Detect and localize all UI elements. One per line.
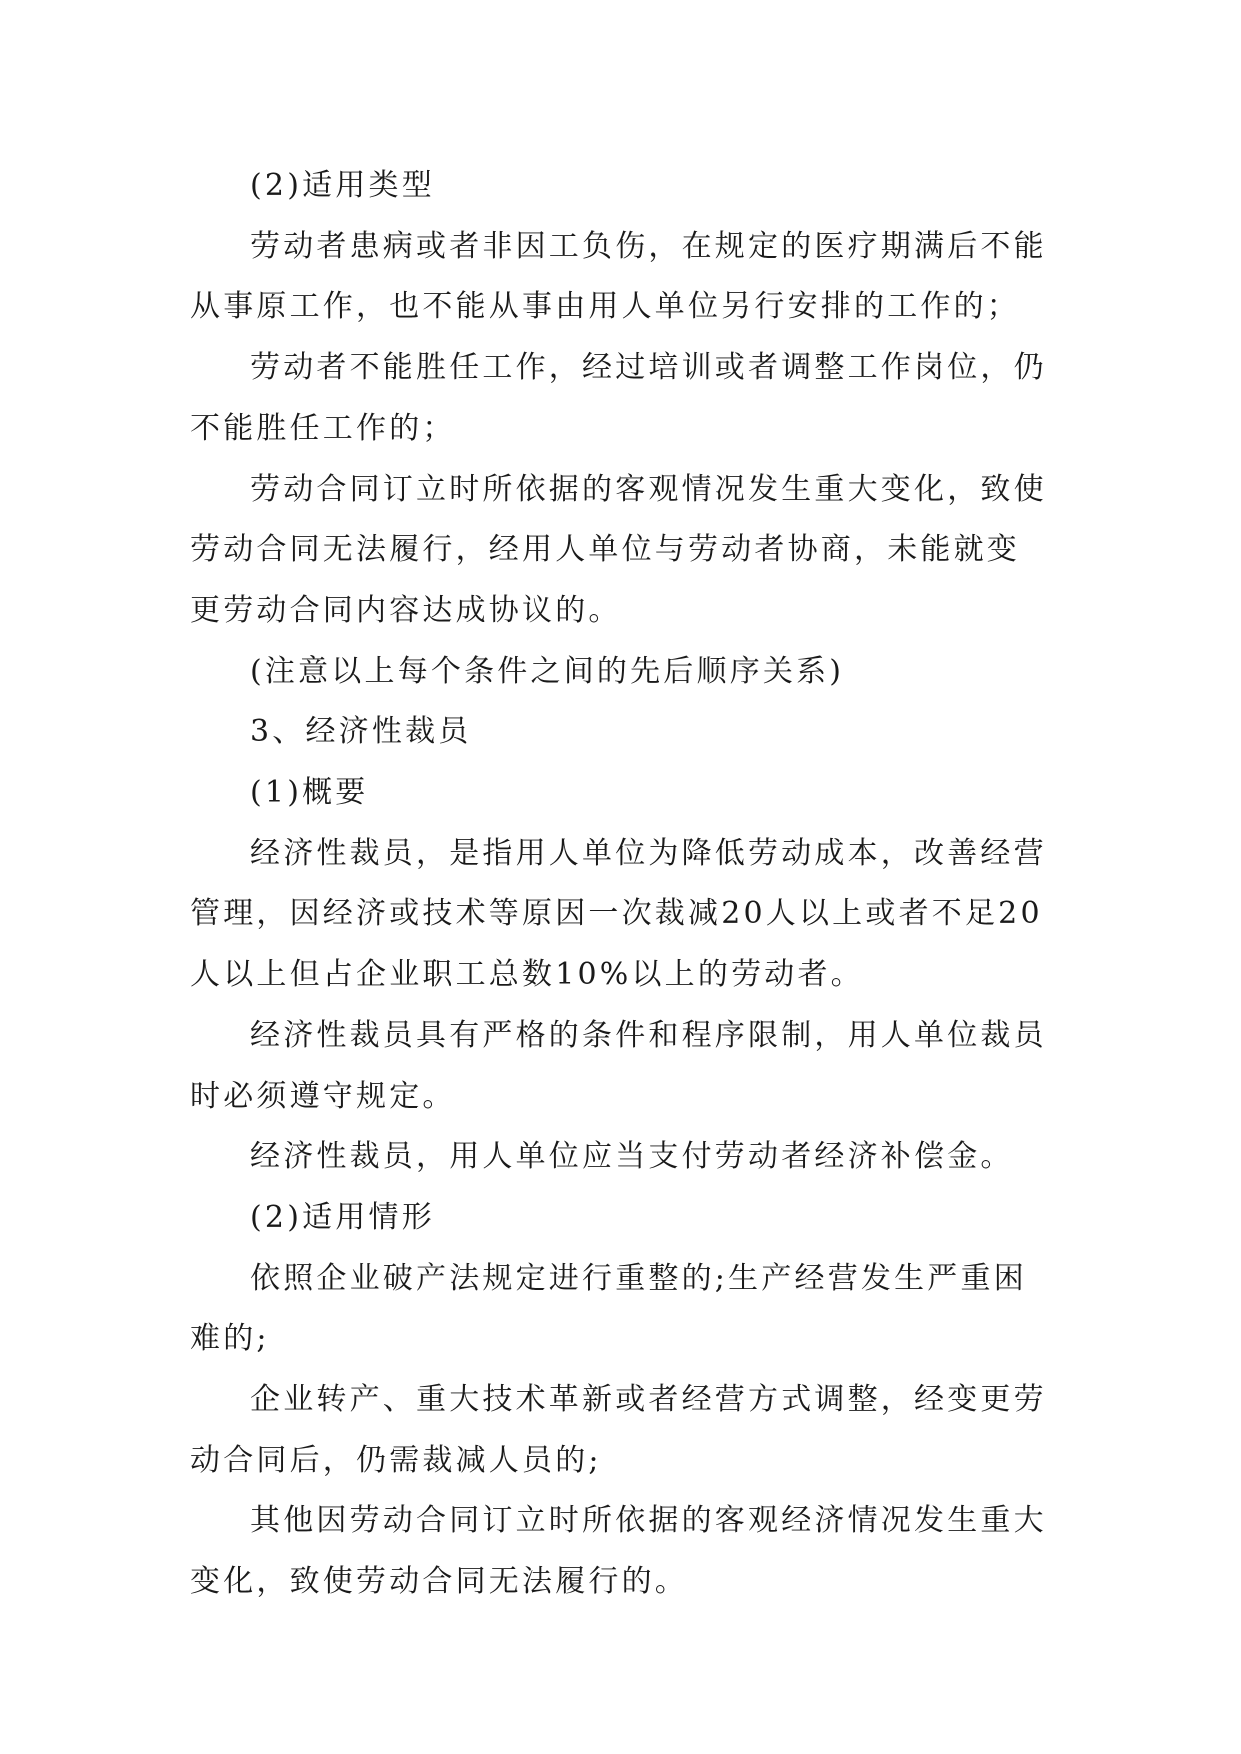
paragraph-incompetence: 劳动者不能胜任工作，经过培训或者调整工作岗位，仍不能胜任工作的； — [190, 350, 1047, 446]
note-order: (注意以上每个条件之间的先后顺序关系) — [250, 653, 845, 689]
section-heading-economic-layoff: 3、经济性裁员 — [250, 714, 472, 750]
subheading-applicable-types: (2)适用类型 — [250, 168, 435, 203]
subheading-applicable-situations: (2)适用情形 — [250, 1199, 435, 1235]
paragraph-illness-injury: 劳动者患病或者非因工负伤，在规定的医疗期满后不能从事原工作，也不能从事由用人单位另行安排的工作的； — [190, 228, 1047, 325]
paragraph-layoff-compensation: 经济性裁员，用人单位应当支付劳动者经济补偿金。 — [250, 1139, 1014, 1175]
paragraph-circumstance-change: 劳动合同订立时所依据的客观情况发生重大变化，致使劳动合同无法履行，经用人单位与劳动者协商，未能就变更劳动合同内容达成协议的。 — [190, 471, 1047, 628]
document-body — [190, 156, 1052, 1613]
paragraph-layoff-definition: 经济性裁员，是指用人单位为降低劳动成本，改善经营管理，因经济或技术等原因一次裁减20人以上或者不足20人以上但占企业职工总数10%以上的劳动者。 — [190, 835, 1047, 993]
paragraph-other-economic-change: 其他因劳动合同订立时所依据的客观经济情况发生重大变化，致使劳动合同无法履行的。 — [190, 1503, 1047, 1600]
paragraph-restructuring: 企业转产、重大技术革新或者经营方式调整，经变更劳动合同后，仍需裁减人员的; — [190, 1382, 1047, 1478]
paragraph-layoff-restrictions: 经济性裁员具有严格的条件和程序限制，用人单位裁员时必须遵守规定。 — [190, 1017, 1047, 1114]
subheading-overview: (1)概要 — [250, 775, 369, 811]
paragraph-bankruptcy-difficulty: 依照企业破产法规定进行重整的;生产经营发生严重困难的; — [190, 1260, 1027, 1357]
